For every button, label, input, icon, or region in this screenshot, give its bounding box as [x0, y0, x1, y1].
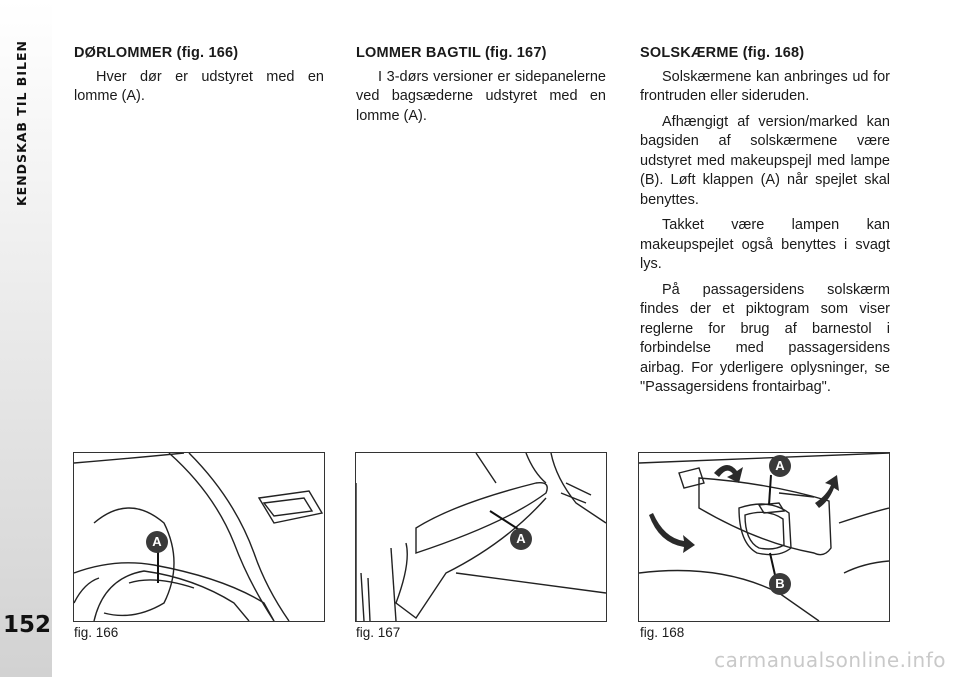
- label-b: B: [775, 576, 785, 591]
- section-title: KENDSKAB TIL BILEN: [14, 40, 29, 206]
- caption-fig-166: fig. 166: [74, 625, 119, 640]
- caption-fig-167: fig. 167: [356, 625, 401, 640]
- column-rear-pockets: [356, 44, 606, 132]
- label-a: A: [152, 534, 162, 549]
- paragraph: Hver dør er udstyret med en lomme (A).: [74, 68, 324, 104]
- figure-rear-pocket: [355, 452, 607, 622]
- paragraph: Solskærmene kan anbringes ud for frontruden eller sideruden.: [640, 68, 890, 104]
- caption-fig-168: fig. 168: [640, 625, 685, 640]
- paragraph: Afhængigt af version/marked kan bagsiden af solskærmene være udstyret med makeupspejl med lampe (B). Løft klappen (A) når spejlet skal benyttes.: [640, 113, 890, 208]
- column-sun-visors: [640, 44, 890, 404]
- figure-sun-visor: [638, 452, 890, 622]
- heading-sun-visors: SOLSKÆRME (fig. 168): [640, 45, 805, 61]
- figure-door-pocket: [73, 452, 325, 622]
- label-badge-a: [146, 531, 168, 553]
- heading-door-pockets: DØRLOMMER (fig. 166): [74, 45, 239, 61]
- label-a: A: [775, 458, 785, 473]
- rear-pocket-illustration: [356, 453, 606, 621]
- label-badge-a: [510, 528, 532, 550]
- paragraph: På passagersidens solskærm findes der et piktogram som viser reglerne for brug af barnestol i forbindelse med passagersidens airbag. For yderligere oplysninger, se "Passagersidens frontairbag".: [640, 281, 890, 395]
- page-number: 152: [2, 612, 51, 638]
- heading-rear-pockets: LOMMER BAGTIL (fig. 167): [356, 45, 547, 61]
- label-badge-a: [769, 455, 791, 477]
- paragraph: Takket være lampen kan makeupspejlet også benyttes i svagt lys.: [640, 217, 890, 272]
- watermark: carmanualsonline.info: [714, 648, 946, 672]
- door-pocket-illustration: [74, 453, 324, 621]
- column-door-pockets: [74, 44, 324, 113]
- label-badge-b: [769, 573, 791, 595]
- paragraph: I 3-dørs versioner er sidepanelerne ved bagsæderne udstyret med en lomme (A).: [356, 68, 606, 124]
- sun-visor-illustration: [639, 453, 889, 621]
- label-a: A: [516, 531, 526, 546]
